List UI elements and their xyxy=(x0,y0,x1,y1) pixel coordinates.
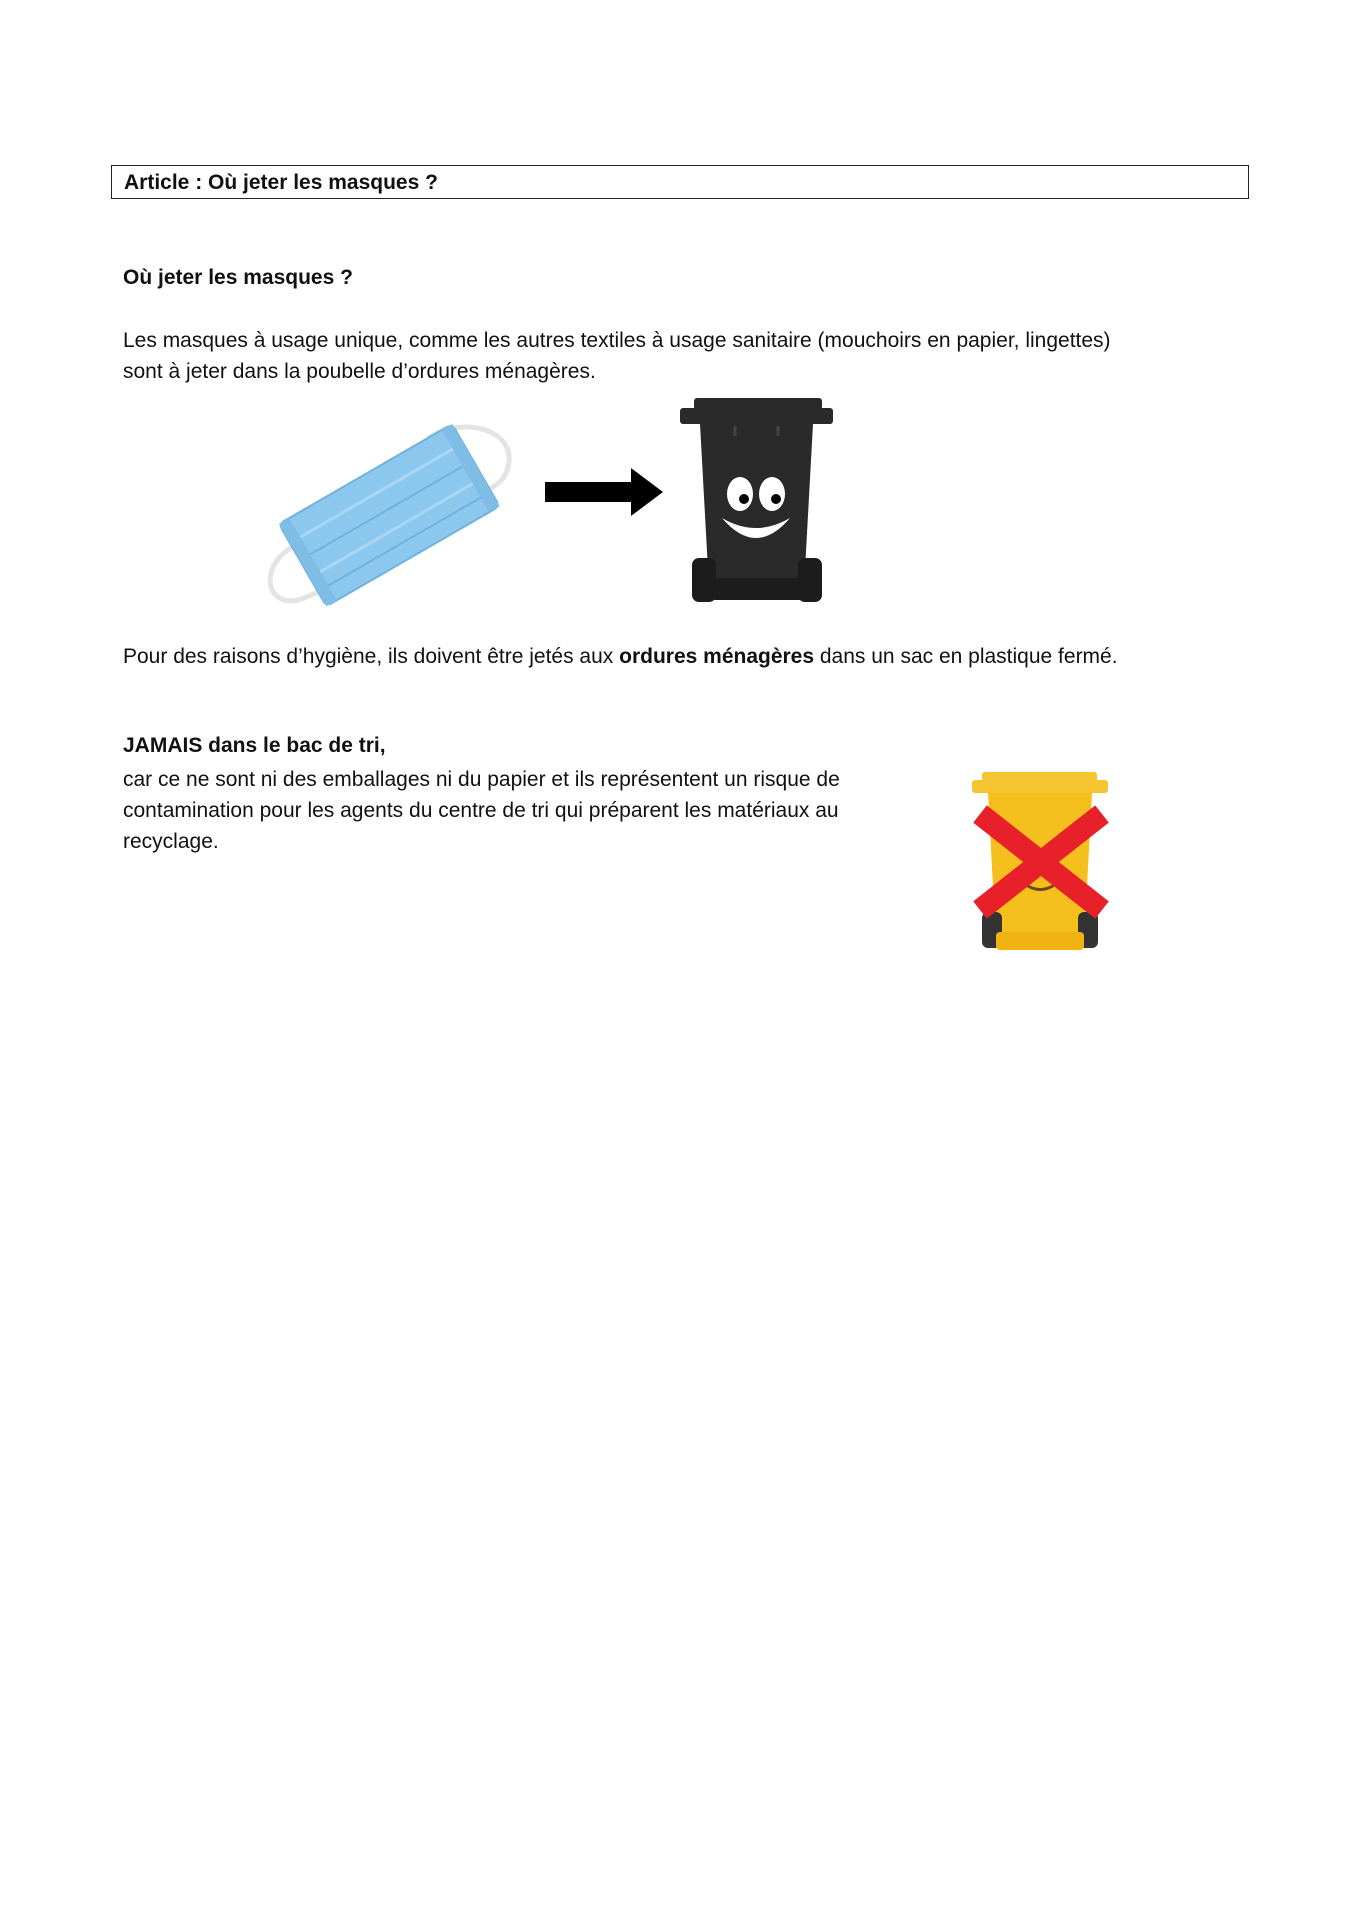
warning-line-2: contamination pour les agents du centre de tri qui préparent les matériaux au xyxy=(123,799,839,822)
warning-paragraph xyxy=(123,764,943,857)
yellow-recycling-bin-crossed-icon xyxy=(972,772,1112,952)
warning-heading: JAMAIS dans le bac de tri, xyxy=(123,734,386,757)
article-title-box xyxy=(111,165,1249,199)
hygiene-text-end: dans un sac en plastique fermé. xyxy=(814,645,1118,668)
intro-line-1: Les masques à usage unique, comme les autres textiles à usage sanitaire (mouchoirs en papier, lingettes) xyxy=(123,329,1111,352)
surgical-mask-icon xyxy=(258,418,518,608)
right-arrow-icon xyxy=(545,468,663,518)
section-heading: Où jeter les masques ? xyxy=(123,266,353,289)
black-trash-bin-smiling-icon xyxy=(680,398,835,603)
hygiene-text-start: Pour des raisons d’hygiène, ils doivent être jetés aux xyxy=(123,645,620,668)
intro-line-2: sont à jeter dans la poubelle d’ordures ménagères. xyxy=(123,360,596,383)
hygiene-paragraph xyxy=(123,641,1283,672)
intro-paragraph xyxy=(123,325,1243,387)
warning-line-1: car ce ne sont ni des emballages ni du papier et ils représentent un risque de xyxy=(123,768,840,791)
article-title: Article : Où jeter les masques ? xyxy=(124,171,438,194)
warning-line-3: recyclage. xyxy=(123,830,219,853)
hygiene-text-bold: ordures ménagères xyxy=(619,645,815,668)
